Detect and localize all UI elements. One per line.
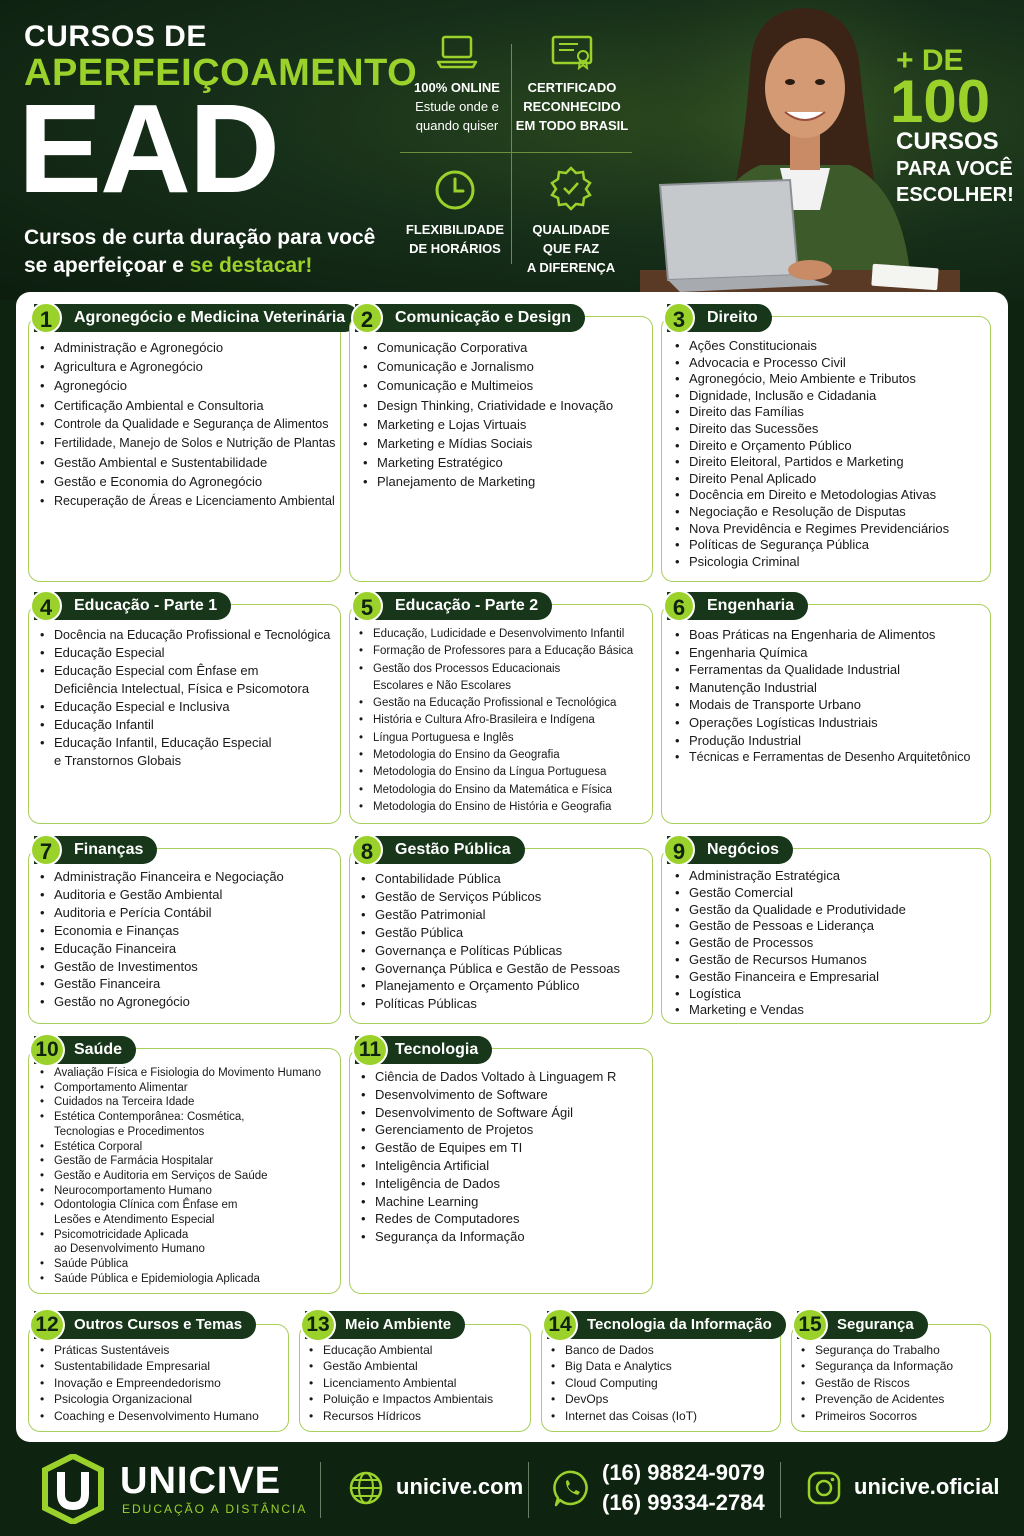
list-item: • Poluição e Impactos Ambientais [309, 1391, 493, 1407]
footer-divider [780, 1462, 781, 1518]
course-list [801, 1342, 953, 1424]
list-item: • Gestão de Farmácia Hospitalar [40, 1154, 321, 1169]
globe-icon [348, 1470, 384, 1506]
feature-certificate: CERTIFICADO RECONHECIDO EM TODO BRASIL [512, 34, 632, 135]
list-item: • Operações Logísticas Industriais [675, 714, 970, 732]
list-item: • Língua Portuguesa e Inglês [359, 730, 633, 747]
list-item: • DevOps [551, 1391, 697, 1407]
category-number: 8 [351, 834, 383, 866]
course-list [40, 1066, 321, 1287]
brand-name: UNICIVE [120, 1460, 282, 1502]
list-item: • Ciência de Dados Voltado à Linguagem R [361, 1068, 616, 1086]
list-item: • Agronegócio, Meio Ambiente e Tributos [675, 371, 949, 388]
category-number: 13 [300, 1308, 336, 1342]
list-item: • Segurança da Informação [361, 1228, 616, 1246]
list-item: • Fertilidade, Manejo de Solos e Nutrição de Plantas [40, 434, 335, 453]
category-number: 11 [352, 1033, 388, 1067]
list-item: • Advocacia e Processo Civil [675, 355, 949, 372]
category-title: Negócios [667, 836, 793, 864]
list-item: • Gestão de Riscos [801, 1375, 953, 1391]
course-list [359, 626, 633, 816]
course-list [363, 338, 613, 492]
list-item: • Gestão de Serviços Públicos [361, 888, 620, 906]
hero-header [0, 0, 1024, 300]
list-item: • Desenvolvimento de Software Ágil [361, 1104, 616, 1122]
list-item: • Dignidade, Inclusão e Cidadania [675, 388, 949, 405]
list-item: • Primeiros Socorros [801, 1408, 953, 1424]
list-item: • Gestão de Investimentos [40, 958, 284, 976]
website-link[interactable]: unicive.com [396, 1474, 524, 1499]
list-item: • Comportamento Alimentar [40, 1081, 321, 1096]
list-item: • Educação Infantil [40, 716, 330, 734]
category-number: 4 [30, 590, 62, 622]
phone-number-1[interactable]: (16) 98824-9079 [602, 1460, 765, 1485]
promo-count: 100 [890, 68, 991, 135]
course-list [40, 1342, 259, 1424]
category-title: Tecnologia da Informação [547, 1311, 786, 1339]
list-item: • Cuidados na Terceira Idade [40, 1095, 321, 1110]
list-item: • Gestão no Agronegócio [40, 993, 284, 1011]
list-item: • Recursos Hídricos [309, 1408, 493, 1424]
headline-ead: EAD [18, 78, 279, 219]
course-list [40, 868, 284, 1011]
list-item: • Políticas Públicas [361, 995, 620, 1013]
list-item: • Planejamento e Orçamento Público [361, 977, 620, 995]
list-item: • Avaliação Física e Fisiologia do Movimento Humano [40, 1066, 321, 1081]
category-number: 14 [542, 1308, 578, 1342]
list-item: • Modais de Transporte Urbano [675, 696, 970, 714]
promo-cursos: CURSOS [896, 128, 999, 155]
feature-quality: QUALIDADE QUE FAZ A DIFERENÇA [511, 166, 631, 277]
list-item: • Nova Previdência e Regimes Previdenciários [675, 521, 949, 538]
list-item: • Neurocomportamento Humano [40, 1184, 321, 1199]
phone-number-2[interactable]: (16) 99334-2784 [602, 1490, 765, 1515]
list-item: • Inovação e Empreendedorismo [40, 1375, 259, 1391]
headline-line2: APERFEIÇOAMENTO [24, 52, 418, 94]
list-item: • Educação Infantil, Educação Especial [40, 734, 330, 752]
list-item: • Administração e Agronegócio [40, 338, 335, 357]
list-item: • Gestão Ambiental e Sustentabilidade [40, 453, 335, 472]
list-item: • Manutenção Industrial [675, 679, 970, 697]
list-item: • Inteligência Artificial [361, 1157, 616, 1175]
list-item: • Contabilidade Pública [361, 870, 620, 888]
list-item: • Agricultura e Agronegócio [40, 357, 335, 376]
category-title: Meio Ambiente [305, 1311, 465, 1339]
category-title: Outros Cursos e Temas [34, 1311, 256, 1339]
list-item-continuation: Tecnologias e Procedimentos [54, 1125, 205, 1138]
instagram-icon [806, 1470, 842, 1506]
list-item: • Gestão Pública [361, 924, 620, 942]
list-item: • Engenharia Química [675, 644, 970, 662]
list-item: • Direito e Orçamento Público [675, 438, 949, 455]
list-item: • Docência na Educação Profissional e Tecnológica [40, 626, 330, 644]
footer-divider [320, 1462, 321, 1518]
list-item: • Big Data e Analytics [551, 1358, 697, 1374]
whatsapp-icon [552, 1468, 592, 1508]
category-title: Finanças [34, 836, 157, 864]
list-item: • Administração Estratégica [675, 868, 906, 885]
list-item: • Direito Eleitoral, Partidos e Marketing [675, 454, 949, 471]
list-item: • Psicomotricidade Aplicada [40, 1228, 321, 1243]
category-number: 15 [792, 1308, 828, 1342]
promo-para-voce: PARA VOCÊ ESCOLHER! [896, 158, 1014, 206]
list-item: • Certificação Ambiental e Consultoria [40, 396, 335, 415]
list-item: • Técnicas e Ferramentas de Desenho Arquitetônico [675, 749, 970, 767]
list-item: • Administração Financeira e Negociação [40, 868, 284, 886]
list-item: • Gestão dos Processos Educacionais [359, 661, 633, 678]
list-item: • Segurança do Trabalho [801, 1342, 953, 1358]
list-item: • Saúde Pública [40, 1257, 321, 1272]
list-item: • Políticas de Segurança Pública [675, 537, 949, 554]
list-item: • Metodologia do Ensino da Língua Portuguesa [359, 764, 633, 781]
course-list [361, 870, 620, 1013]
list-item: • Educação Financeira [40, 940, 284, 958]
category-number: 1 [30, 302, 62, 334]
category-number: 12 [29, 1308, 65, 1342]
list-item: • Comunicação e Jornalismo [363, 357, 613, 376]
list-item: • Marketing Estratégico [363, 453, 613, 472]
list-item: • Sustentabilidade Empresarial [40, 1358, 259, 1374]
list-item: • Gestão na Educação Profissional e Tecnológica [359, 695, 633, 712]
list-item: • Gestão da Qualidade e Produtividade [675, 902, 906, 919]
list-item: • Comunicação e Multimeios [363, 376, 613, 395]
instagram-handle[interactable]: unicive.oficial [854, 1474, 1000, 1499]
brand-tagline: EDUCAÇÃO A DISTÂNCIA [122, 1502, 308, 1516]
list-item: • Gestão Financeira e Empresarial [675, 969, 906, 986]
course-list [361, 1068, 616, 1246]
list-item: • Marketing e Lojas Virtuais [363, 415, 613, 434]
list-item: • Direito das Sucessões [675, 421, 949, 438]
course-list [675, 338, 949, 570]
list-item: • Gestão e Auditoria em Serviços de Saúde [40, 1169, 321, 1184]
category-number: 5 [351, 590, 383, 622]
list-item: • Psicologia Criminal [675, 554, 949, 571]
list-item: • Gestão e Economia do Agronegócio [40, 472, 335, 491]
list-item: • Inteligência de Dados [361, 1175, 616, 1193]
course-list [40, 626, 330, 770]
list-item: • Direito Penal Aplicado [675, 471, 949, 488]
list-item: • História e Cultura Afro-Brasileira e Indígena [359, 712, 633, 729]
courses-panel [16, 292, 1008, 1442]
list-item: • Gerenciamento de Projetos [361, 1121, 616, 1139]
category-title: Gestão Pública [355, 836, 525, 864]
list-item: • Agronegócio [40, 376, 335, 395]
list-item: • Educação, Ludicidade e Desenvolvimento Infantil [359, 626, 633, 643]
list-item-continuation: Deficiência Intelectual, Física e Psicomotora [54, 681, 310, 696]
list-item: • Auditoria e Perícia Contábil [40, 904, 284, 922]
list-item-continuation: e Transtornos Globais [54, 753, 182, 768]
feature-online: 100% ONLINE Estude onde e quando quiser [397, 34, 517, 135]
list-item: • Educação Especial com Ênfase em [40, 662, 330, 680]
course-list [309, 1342, 493, 1424]
list-item: • Planejamento de Marketing [363, 472, 613, 491]
list-item: • Redes de Computadores [361, 1210, 616, 1228]
course-list [675, 626, 970, 767]
list-item: • Banco de Dados [551, 1342, 697, 1358]
list-item-continuation: ao Desenvolvimento Humano [54, 1243, 205, 1256]
list-item: • Prevenção de Acidentes [801, 1391, 953, 1407]
unicive-logo-icon [40, 1454, 106, 1524]
list-item: • Educação Ambiental [309, 1342, 493, 1358]
list-item: • Práticas Sustentáveis [40, 1342, 259, 1358]
list-item: • Metodologia do Ensino da Geografia [359, 747, 633, 764]
list-item: • Controle da Qualidade e Segurança de Alimentos [40, 415, 335, 434]
list-item: • Coaching e Desenvolvimento Humano [40, 1408, 259, 1424]
list-item: • Direito das Famílias [675, 404, 949, 421]
category-number: 6 [663, 590, 695, 622]
category-title: Segurança [797, 1311, 928, 1339]
clock-icon [433, 168, 477, 212]
headline-subtitle: Cursos de curta duração para você se aperfeiçoar e se destacar! [24, 226, 376, 277]
list-item: • Auditoria e Gestão Ambiental [40, 886, 284, 904]
list-item: • Produção Industrial [675, 732, 970, 750]
list-item: • Educação Especial [40, 644, 330, 662]
feature-divider-horizontal [400, 152, 632, 153]
list-item: • Licenciamento Ambiental [309, 1375, 493, 1391]
list-item: • Marketing e Mídias Sociais [363, 434, 613, 453]
certificate-icon [550, 34, 594, 70]
list-item: • Ferramentas da Qualidade Industrial [675, 661, 970, 679]
list-item: • Machine Learning [361, 1193, 616, 1211]
category-title: Saúde [34, 1036, 136, 1064]
list-item: • Psicologia Organizacional [40, 1391, 259, 1407]
list-item: • Metodologia do Ensino da Matemática e Física [359, 782, 633, 799]
list-item: • Segurança da Informação [801, 1358, 953, 1374]
list-item: • Governança Pública e Gestão de Pessoas [361, 960, 620, 978]
list-item: • Design Thinking, Criatividade e Inovação [363, 396, 613, 415]
category-title: Comunicação e Design [355, 304, 585, 332]
list-item: • Gestão Patrimonial [361, 906, 620, 924]
course-list [551, 1342, 697, 1424]
list-item: • Metodologia do Ensino de História e Geografia [359, 799, 633, 816]
category-number: 10 [29, 1033, 65, 1067]
list-item: • Economia e Finanças [40, 922, 284, 940]
list-item-continuation: Lesões e Atendimento Especial [54, 1214, 215, 1227]
list-item: • Gestão de Recursos Humanos [675, 952, 906, 969]
list-item-continuation: Escolares e Não Escolares [373, 679, 512, 692]
list-item: • Gestão de Equipes em TI [361, 1139, 616, 1157]
list-item: • Desenvolvimento de Software [361, 1086, 616, 1104]
list-item: • Estética Contemporânea: Cosmética, [40, 1110, 321, 1125]
list-item: • Recuperação de Áreas e Licenciamento Ambiental [40, 492, 335, 511]
list-item: • Docência em Direito e Metodologias Ativas [675, 487, 949, 504]
list-item: • Cloud Computing [551, 1375, 697, 1391]
list-item: • Ações Constitucionais [675, 338, 949, 355]
category-number: 2 [351, 302, 383, 334]
list-item: • Internet das Coisas (IoT) [551, 1408, 697, 1424]
list-item: • Boas Práticas na Engenharia de Alimentos [675, 626, 970, 644]
list-item: • Formação de Professores para a Educação Básica [359, 643, 633, 660]
category-title: Agronegócio e Medicina Veterinária [34, 304, 359, 332]
list-item: • Estética Corporal [40, 1140, 321, 1155]
course-list [675, 868, 906, 1019]
footer [0, 1442, 1024, 1536]
quality-badge-icon [549, 166, 593, 212]
list-item: • Saúde Pública e Epidemiologia Aplicada [40, 1272, 321, 1287]
list-item: • Logística [675, 986, 906, 1003]
list-item: • Gestão Financeira [40, 975, 284, 993]
list-item: • Governança e Políticas Públicas [361, 942, 620, 960]
category-title: Tecnologia [355, 1036, 492, 1064]
list-item: • Comunicação Corporativa [363, 338, 613, 357]
list-item: • Gestão Comercial [675, 885, 906, 902]
list-item: • Gestão de Processos [675, 935, 906, 952]
list-item: • Marketing e Vendas [675, 1002, 906, 1019]
category-number: 3 [663, 302, 695, 334]
list-item: • Negociação e Resolução de Disputas [675, 504, 949, 521]
list-item: • Odontologia Clínica com Ênfase em [40, 1198, 321, 1213]
course-list [40, 338, 335, 511]
category-number: 7 [30, 834, 62, 866]
category-title: Educação - Parte 2 [355, 592, 552, 620]
promo-plus: + DE [896, 44, 964, 77]
headline-line1: CURSOS DE [24, 20, 207, 53]
list-item: • Gestão Ambiental [309, 1358, 493, 1374]
category-number: 9 [663, 834, 695, 866]
category-title: Educação - Parte 1 [34, 592, 231, 620]
list-item: • Educação Especial e Inclusiva [40, 698, 330, 716]
category-title: Direito [667, 304, 772, 332]
laptop-icon [436, 34, 478, 70]
feature-flexibility: FLEXIBILIDADE DE HORÁRIOS [395, 168, 515, 258]
list-item: • Gestão de Pessoas e Liderança [675, 918, 906, 935]
category-title: Engenharia [667, 592, 808, 620]
footer-divider [528, 1462, 529, 1518]
